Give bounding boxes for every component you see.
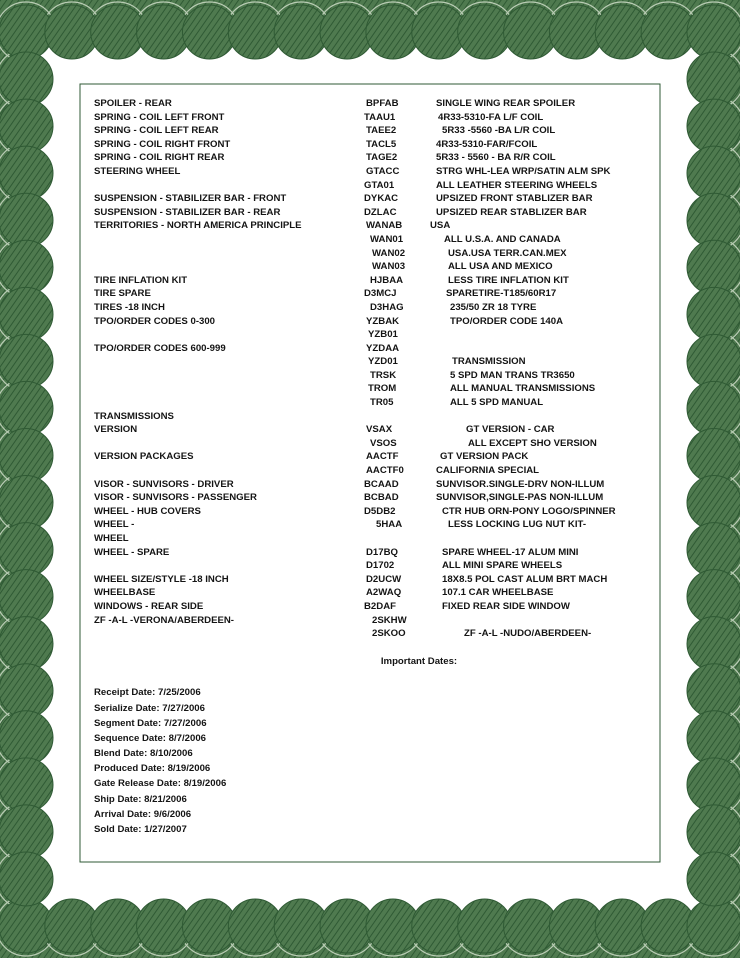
- option-row: [94, 315, 654, 329]
- option-description: STRG WHL-LEA WRP/SATIN ALM SPK: [436, 165, 611, 177]
- option-description: GT VERSION PACK: [440, 451, 529, 463]
- option-row: [94, 491, 654, 505]
- option-description: SINGLE WING REAR SPOILER: [436, 98, 576, 109]
- option-row: [94, 614, 654, 628]
- option-name: TPO/ORDER CODES 600-999: [94, 342, 226, 354]
- option-code: YZDAA: [366, 342, 400, 354]
- date-value: 8/7/2006: [168, 732, 207, 744]
- date-row: [94, 762, 654, 777]
- option-description: 5R33 - 5560 - BA R/R COIL: [436, 152, 556, 164]
- option-name: WHEEL SIZE/STYLE -18 INCH: [94, 573, 229, 585]
- date-label: Arrival Date:: [94, 808, 152, 820]
- option-name: SPOILER - REAR: [94, 98, 172, 109]
- option-code: VSAX: [366, 424, 393, 436]
- date-row: [94, 702, 654, 717]
- option-row: [94, 165, 654, 179]
- option-description: FIXED REAR SIDE WINDOW: [442, 600, 570, 612]
- date-value: 8/19/2006: [167, 763, 211, 775]
- option-description: 107.1 CAR WHEELBASE: [442, 587, 554, 599]
- option-code: 2SKOO: [372, 628, 406, 640]
- option-code: TROM: [368, 383, 397, 395]
- option-name: SUSPENSION - STABILIZER BAR - REAR: [94, 206, 281, 218]
- option-description: ALL 5 SPD MANUAL: [450, 397, 544, 409]
- option-description: ALL EXCEPT SHO VERSION: [468, 437, 597, 449]
- option-row: [94, 505, 654, 519]
- option-description: USA: [430, 220, 451, 232]
- date-label: Serialize Date:: [94, 702, 160, 714]
- option-description: 4R33-5310-FAR/FCOIL: [436, 138, 538, 150]
- date-row: [94, 823, 654, 838]
- option-code: HJBAA: [370, 274, 404, 286]
- option-row: [94, 274, 654, 288]
- option-row: [94, 179, 654, 193]
- date-label: Sold Date:: [94, 824, 142, 836]
- option-code: WAN03: [372, 261, 406, 273]
- option-code: TAAU1: [364, 111, 396, 123]
- option-code: GTA01: [364, 179, 395, 191]
- option-name: SUSPENSION - STABILIZER BAR - FRONT: [94, 193, 287, 205]
- option-description: UPSIZED REAR STABLIZER BAR: [436, 206, 587, 218]
- option-code: WAN01: [370, 233, 404, 245]
- option-code: YZB01: [368, 329, 398, 341]
- option-code: WAN02: [372, 247, 406, 259]
- option-row: [94, 138, 654, 152]
- date-value: 8/21/2006: [144, 793, 187, 805]
- option-row: [94, 111, 654, 125]
- option-row: [94, 464, 654, 478]
- option-row: [94, 301, 654, 315]
- option-name: TIRE SPARE: [94, 288, 151, 300]
- option-row: [94, 437, 654, 451]
- date-row: [94, 732, 654, 747]
- option-name: VERSION: [94, 424, 138, 436]
- option-description: ALL LEATHER STEERING WHEELS: [436, 179, 598, 191]
- option-row: [94, 586, 654, 600]
- option-description: 4R33-5310-FA L/F COIL: [438, 111, 544, 123]
- option-code: BCBAD: [364, 492, 399, 504]
- date-row: [94, 793, 654, 808]
- option-row: [94, 355, 654, 369]
- option-row: [94, 206, 654, 220]
- option-description: LESS TIRE INFLATION KIT: [448, 274, 569, 286]
- option-code: BCAAD: [364, 478, 399, 490]
- option-code: D5DB2: [364, 505, 396, 517]
- option-code: TAEE2: [366, 125, 397, 137]
- option-code: AACTF0: [366, 465, 404, 477]
- option-row: [94, 219, 654, 233]
- date-label: Receipt Date:: [94, 687, 156, 699]
- option-name: TIRE INFLATION KIT: [94, 274, 188, 286]
- date-value: 8/10/2006: [149, 748, 193, 760]
- important-dates-list: [94, 686, 654, 838]
- option-row: [94, 97, 654, 111]
- date-row: [94, 747, 654, 762]
- option-name: WHEEL -: [94, 519, 135, 531]
- option-description: UPSIZED FRONT STABLIZER BAR: [436, 193, 593, 205]
- option-description: SUNVISOR,SINGLE-PAS NON-ILLUM: [436, 492, 604, 504]
- option-code: D2UCW: [366, 573, 402, 585]
- option-code: A2WAQ: [366, 587, 402, 599]
- option-code: D17BQ: [366, 546, 398, 558]
- option-description: TPO/ORDER CODE 140A: [450, 315, 564, 327]
- option-row: [94, 342, 654, 356]
- option-row: [94, 328, 654, 342]
- option-name: WHEEL - SPARE: [94, 546, 170, 558]
- option-code: B2DAF: [364, 600, 396, 612]
- option-row: [94, 233, 654, 247]
- option-description: SPARETIRE-T185/60R17: [446, 288, 557, 300]
- option-name: ZF -A-L -VERONA/ABERDEEN-: [94, 614, 234, 626]
- option-description: 5R33 -5560 -BA L/R COIL: [442, 125, 556, 137]
- option-code: YZBAK: [366, 315, 400, 327]
- option-description: TRANSMISSION: [452, 356, 526, 368]
- option-description: USA.USA TERR.CAN.MEX: [448, 247, 567, 259]
- option-row: [94, 124, 654, 138]
- date-value: 7/25/2006: [157, 687, 201, 699]
- option-row: [94, 450, 654, 464]
- option-name: TERRITORIES - NORTH AMERICA PRINCIPLE: [94, 220, 302, 232]
- option-description: 18X8.5 POL CAST ALUM BRT MACH: [442, 573, 608, 585]
- option-name: WINDOWS - REAR SIDE: [94, 600, 204, 612]
- option-description: LESS LOCKING LUG NUT KIT-: [448, 519, 587, 531]
- option-code: WANAB: [366, 220, 403, 232]
- option-description: 235/50 ZR 18 TYRE: [450, 301, 537, 313]
- option-description: SUNVISOR.SINGLE-DRV NON-ILLUM: [436, 478, 605, 490]
- option-name: SPRING - COIL RIGHT REAR: [94, 152, 225, 164]
- date-value: 7/27/2006: [163, 717, 207, 729]
- option-description: ZF -A-L -NUDO/ABERDEEN-: [464, 628, 592, 640]
- option-code: TR05: [370, 397, 394, 409]
- date-value: 1/27/2007: [144, 824, 187, 836]
- date-row: [94, 717, 654, 732]
- option-name: SPRING - COIL RIGHT FRONT: [94, 138, 231, 150]
- option-row: [94, 382, 654, 396]
- options-list: [94, 97, 654, 641]
- option-row: [94, 151, 654, 165]
- date-row: [94, 808, 654, 823]
- option-row: [94, 532, 654, 546]
- option-name: VERSION PACKAGES: [94, 451, 194, 463]
- option-row: [94, 287, 654, 301]
- option-description: ALL MANUAL TRANSMISSIONS: [450, 383, 596, 395]
- option-code: BPFAB: [366, 98, 399, 109]
- option-code: D3HAG: [370, 301, 404, 313]
- option-name: TPO/ORDER CODES 0-300: [94, 315, 216, 327]
- option-code: GTACC: [366, 165, 400, 177]
- date-value: 9/6/2006: [153, 808, 192, 820]
- option-code: VSOS: [370, 437, 397, 449]
- option-description: GT VERSION - CAR: [466, 424, 555, 436]
- option-description: 5 SPD MAN TRANS TR3650: [450, 369, 575, 381]
- option-name: VISOR - SUNVISORS - PASSENGER: [94, 492, 257, 504]
- option-description: ALL USA AND MEXICO: [448, 261, 553, 273]
- option-row: [94, 396, 654, 410]
- option-code: YZD01: [368, 356, 398, 368]
- date-row: [94, 686, 654, 701]
- date-label: Sequence Date:: [94, 732, 166, 744]
- option-code: AACTF: [366, 451, 399, 463]
- option-name: WHEEL - HUB COVERS: [94, 505, 201, 517]
- option-code: DYKAC: [364, 193, 399, 205]
- option-code: 2SKHW: [372, 614, 407, 626]
- option-row: [94, 192, 654, 206]
- option-row: [94, 478, 654, 492]
- option-row: [94, 247, 654, 261]
- option-name: TIRES -18 INCH: [94, 301, 165, 313]
- date-label: Produced Date:: [94, 763, 165, 775]
- option-row: [94, 600, 654, 614]
- option-row: [94, 423, 654, 437]
- date-value: 7/27/2006: [162, 702, 205, 714]
- option-description: CTR HUB ORN-PONY LOGO/SPINNER: [442, 505, 616, 517]
- option-code: TACL5: [366, 138, 397, 150]
- option-description: ALL MINI SPARE WHEELS: [442, 560, 563, 572]
- date-label: Segment Date:: [94, 717, 162, 729]
- date-label: Blend Date:: [94, 748, 148, 760]
- option-code: D1702: [366, 560, 395, 572]
- build-sheet: [94, 97, 654, 838]
- option-name: WHEELBASE: [94, 587, 156, 599]
- option-row: [94, 518, 654, 532]
- option-row: [94, 627, 654, 641]
- option-name: STEERING WHEEL: [94, 165, 181, 177]
- important-dates-heading: Important Dates:: [380, 655, 458, 667]
- option-code: D3MCJ: [364, 288, 397, 300]
- option-description: SPARE WHEEL-17 ALUM MINI: [442, 546, 579, 558]
- date-row: [94, 777, 654, 792]
- option-code: TAGE2: [366, 152, 398, 164]
- option-row: [94, 369, 654, 383]
- option-code: DZLAC: [364, 206, 397, 218]
- option-name: SPRING - COIL LEFT REAR: [94, 125, 219, 137]
- option-row: [94, 546, 654, 560]
- option-name: TRANSMISSIONS: [94, 410, 174, 422]
- date-value: 8/19/2006: [183, 778, 227, 790]
- option-name: VISOR - SUNVISORS - DRIVER: [94, 478, 234, 490]
- option-code: 5HAA: [376, 519, 403, 531]
- option-row: [94, 573, 654, 587]
- date-label: Gate Release Date:: [94, 778, 181, 790]
- option-row: [94, 260, 654, 274]
- option-description: ALL U.S.A. AND CANADA: [444, 233, 561, 245]
- option-description: CALIFORNIA SPECIAL: [436, 465, 540, 477]
- option-name: SPRING - COIL LEFT FRONT: [94, 111, 225, 123]
- option-row: [94, 559, 654, 573]
- option-name: WHEEL: [94, 533, 129, 544]
- option-row: [94, 410, 654, 424]
- option-code: TRSK: [370, 369, 397, 381]
- date-label: Ship Date:: [94, 793, 142, 805]
